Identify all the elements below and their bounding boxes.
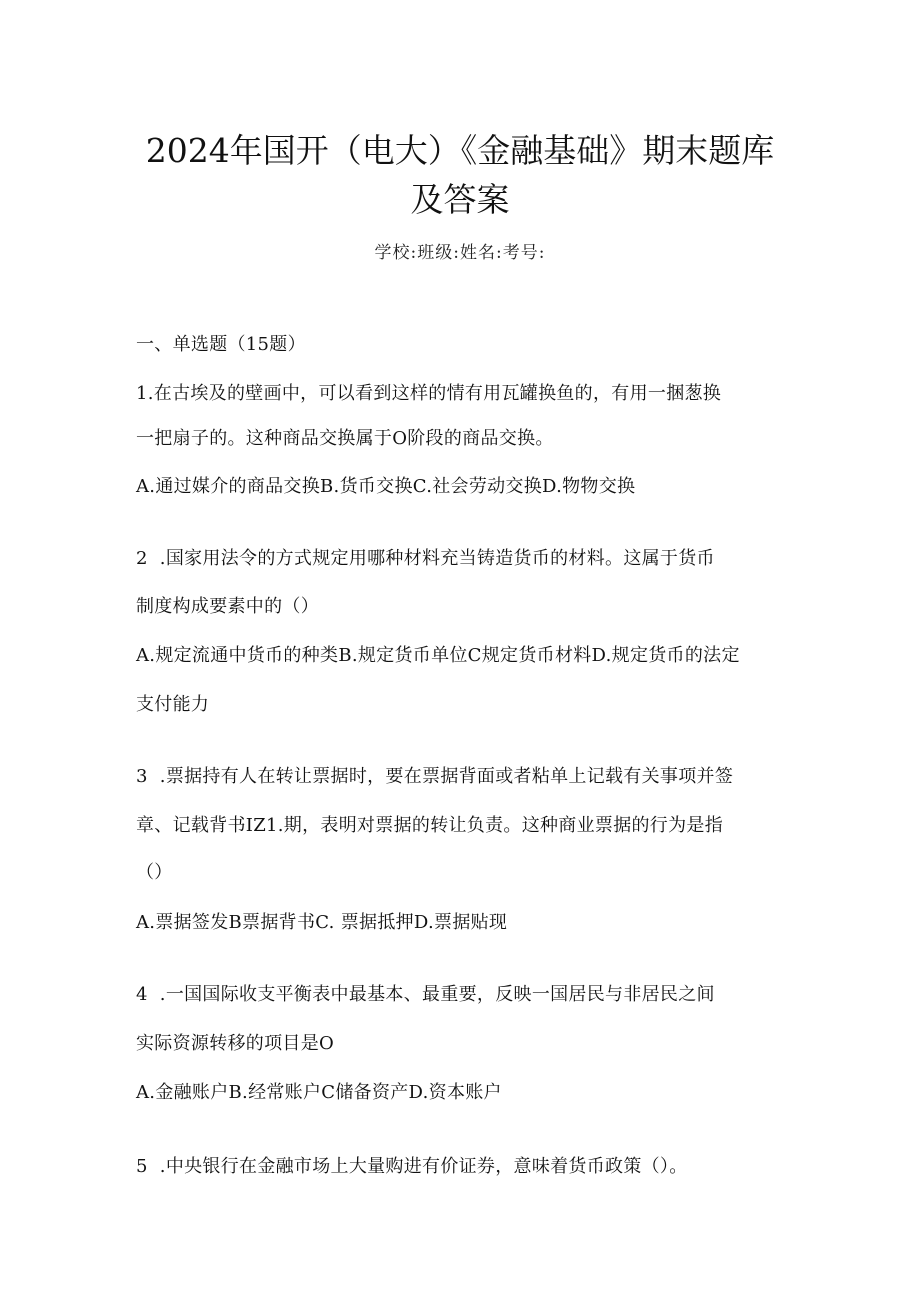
question-1-options: A.通过媒介的商品交换B.货币交换C.社会劳动交换D.物物交换 [136,476,636,497]
question-2-options-line-2: 支付能力 [136,694,210,715]
question-4-options: A.金融账户B.经常账户C储备资产D.资本账户 [136,1082,502,1103]
question-3-line-1: 3 .票据持有人在转让票据时，要在票据背面或者粘单上记载有关事项并签 [136,766,734,787]
document-title-line-2: 及答案 [410,180,510,219]
question-1-line-1: 1.在古埃及的壁画中，可以看到这样的情有用瓦罐换鱼的，有用一捆葱换 [136,383,722,404]
student-info-fields: 学校:班级:姓名:考号: [374,243,546,263]
document-title-line-1: 2024年国开（电大）《金融基础》期末题库 [145,131,775,170]
question-3-options: A.票据签发B票据背书C. 票据抵押D.票据贴现 [136,912,508,933]
question-1-line-2: 一把扇子的。这种商品交换属于O阶段的商品交换。 [136,428,554,449]
question-2-line-2: 制度构成要素中的（） [136,596,319,617]
question-4-line-2: 实际资源转移的项目是O [136,1033,335,1054]
question-2-line-1: 2 .国家用法令的方式规定用哪种材料充当铸造货币的材料。这属于货币 [136,548,715,569]
section-heading: 一、单选题（15题） [136,334,306,355]
question-3-line-3: （） [136,862,173,883]
question-3-line-2: 章、记载背书IZ1.期，表明对票据的转让负责。这种商业票据的行为是指 [136,815,723,836]
question-5-line-1: 5 .中央银行在金融市场上大量购进有价证券，意味着货币政策（）。 [136,1156,688,1177]
question-2-options-line-1: A.规定流通中货币的种类B.规定货币单位C规定货币材料D.规定货币的法定 [136,645,740,666]
question-4-line-1: 4 .一国国际收支平衡表中最基本、最重要，反映一国居民与非居民之间 [136,984,715,1005]
